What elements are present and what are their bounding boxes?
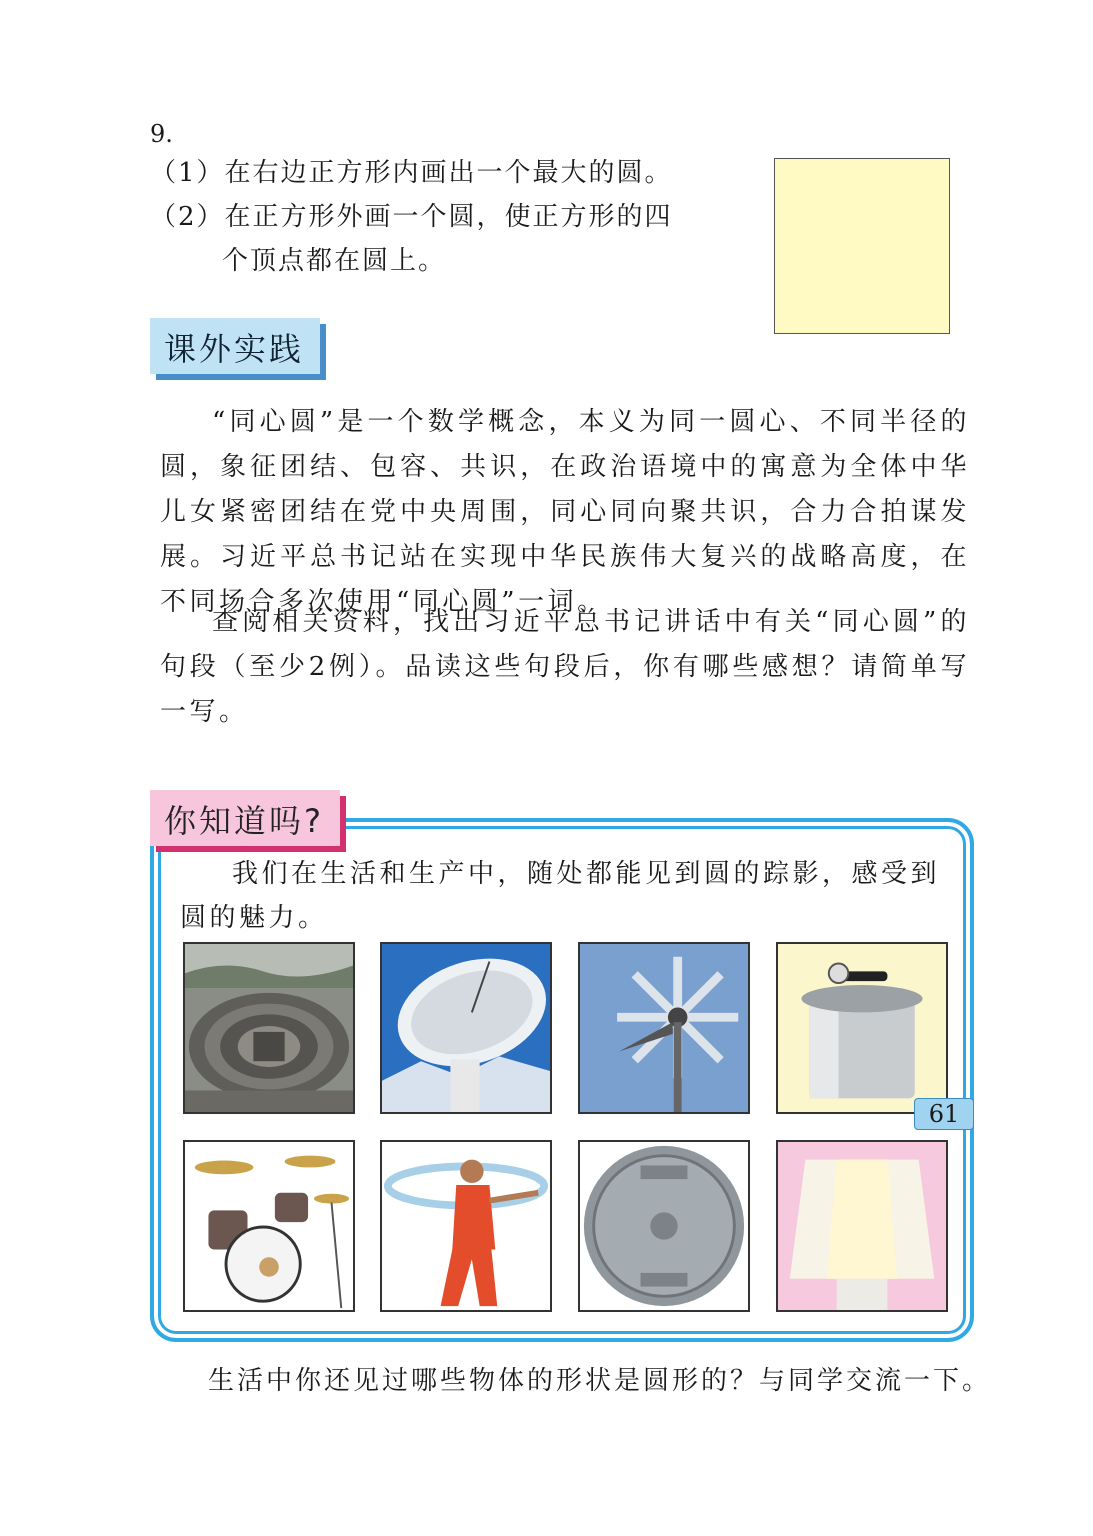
pressure-cooker-photo [776,942,948,1114]
tulou-photo [183,942,355,1114]
question-part-2-continued: 个顶点都在圆上。 [222,246,447,276]
drum-kit-image [185,1142,353,1310]
practice-paragraph-1: “同心圆”是一个数学概念，本义为同一圆心、不同半径的圆，象征团结、包容、共识，在政治语境中的寓意为全体中华儿女紧密团结在党中央周围，同心同向聚共识，合力合拍谋发展。习近平总书记站在实现中华民族伟大复兴的战略高度，在不同场合多次使用“同心圆”一词。 [160,407,970,617]
manhole-cover-photo [578,1140,750,1312]
hammer-throw-image [382,1142,550,1310]
manhole-cover-image [580,1142,748,1310]
lampshade-image [778,1142,946,1310]
did-you-know-intro: 我们在生活和生产中，随处都能见到圆的踪影，感受到圆的魅力。 [180,859,941,933]
tulou-image [185,944,353,1112]
windmill-image [580,944,748,1112]
question-number: 9. [150,120,173,148]
practice-paragraph-2: 查阅相关资料，找出习近平总书记讲话中有关“同心圆”的句段（至少2例）。品读这些句段后，你有哪些感想？请简单写一写。 [160,607,970,727]
question-part-2: （2）在正方形外画一个圆，使正方形的四 [150,202,673,232]
drawing-square [774,158,950,334]
page-number: 61 [914,1098,974,1130]
drum-kit-photo [183,1140,355,1312]
radio-telescope-photo [380,942,552,1114]
did-you-know-header: 你知道吗? [150,790,340,846]
hammer-throw-photo [380,1140,552,1312]
bottom-discussion-question: 生活中你还见过哪些物体的形状是圆形的？与同学交流一下。 [208,1366,992,1396]
radio-telescope-image [382,944,550,1112]
lampshade-photo [776,1140,948,1312]
windmill-photo [578,942,750,1114]
question-part-1: （1）在右边正方形内画出一个最大的圆。 [150,158,673,188]
pressure-cooker-image [778,944,946,1112]
practice-section-header: 课外实践 [150,318,320,374]
